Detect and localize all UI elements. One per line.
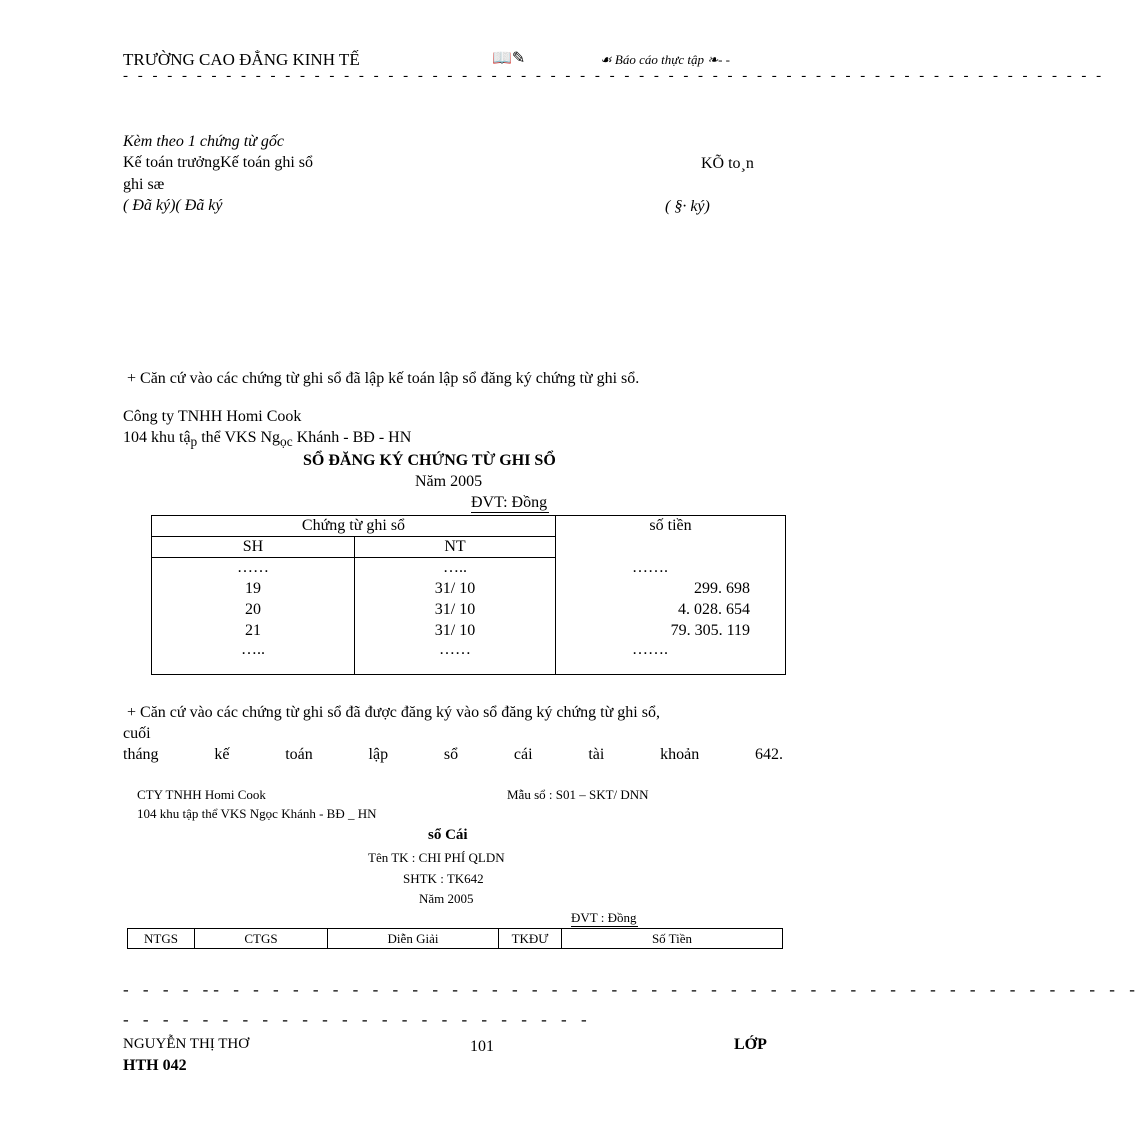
ledger-unit: ĐVT : Đồng [571, 910, 637, 925]
register-cell-amount: 4. 028. 654 [556, 599, 786, 620]
register-cell-nt: 31/ 10 [434, 579, 476, 597]
register-sh-header: SH [152, 537, 355, 558]
intro-register-paragraph: + Căn cứ vào các chứng từ ghi sổ đã lập kế toán lập sổ đăng ký chứng từ ghi sổ. [127, 370, 640, 387]
ledger-table [127, 928, 783, 949]
signers-left: Kế toán trưởngKế toán ghi sổ [123, 154, 313, 171]
signed-right: ( §· ký) [665, 198, 710, 215]
register-table [151, 515, 786, 675]
intro-ledger-continued: cuối [123, 725, 151, 742]
footer-class-code: HTH 042 [123, 1057, 187, 1074]
register-header-row [152, 516, 786, 537]
register-amount-header: số tiền [556, 516, 786, 558]
header-report-label: ☙ Báo cáo thực tập ❧- - [600, 52, 730, 67]
footer-page-number: 101 [470, 1038, 494, 1055]
footer-author-name: NGUYỄN THỊ THƠ [123, 1036, 250, 1052]
table-row [152, 599, 786, 620]
register-cell-amount: ……. [556, 641, 786, 675]
table-row [152, 641, 786, 675]
register-cell-nt: 31/ 10 [434, 621, 476, 639]
register-unit: ĐVT: Đồng [471, 494, 548, 511]
register-cell-amount: 79. 305. 119 [556, 620, 786, 641]
register-cell-sh: 20 [152, 599, 355, 620]
register-cell-nt: …… [355, 641, 556, 675]
table-row [152, 558, 786, 579]
footer-divider-short: - - - - - - - - - - - - - - - - - - - - - - - - [123, 1010, 592, 1029]
ledger-account-name: Tên TK : CHI PHÍ QLDN [368, 850, 505, 865]
company-address: 104 khu tậ$_p$ thể VKS $Ng_{ọc}$ Khánh - BĐ - HN [123, 429, 412, 450]
ledger-address: 104 khu tập thể VKS Ngọc Khánh - BĐ _ HN [137, 806, 377, 821]
register-cell-sh: ….. [152, 641, 355, 675]
register-cell-sh: 21 [152, 620, 355, 641]
footer-class-label: LỚP [734, 1036, 767, 1053]
intro-ledger-paragraph: + Căn cứ vào các chứng từ ghi sổ đã được đăng ký vào sổ đăng ký chứng từ ghi sổ, [127, 704, 660, 721]
register-cell-nt: 31/ 10 [434, 600, 476, 618]
signers-continued: ghi sæ [123, 176, 165, 193]
register-cell-amount: ……. [556, 558, 786, 579]
book-pen-icon: 📖✎ [492, 50, 526, 67]
signed-left: ( Đã ký)( Đã ký [123, 197, 223, 214]
register-group-header: Chứng từ ghi sổ [152, 516, 556, 537]
ledger-col-ntgs: NTGS [128, 929, 195, 948]
ledger-company: CTY TNHH Homi Cook [137, 787, 266, 802]
register-title: SỔ ĐĂNG KÝ CHỨNG TỪ GHI SỔ [303, 452, 556, 469]
ledger-col-ctgs: CTGS [195, 929, 328, 948]
register-nt-header: NT [355, 537, 556, 558]
footer-divider: - - - - -- - - - - - - - - - - - - - - - - - - - - - - - - - - - - - - - - - - - - - - - - - - - - - - [123, 980, 1140, 999]
register-year: Năm 2005 [415, 473, 483, 490]
signers-right: KÕ to¸n [701, 155, 754, 172]
company-name: Công ty TNHH Homi Cook [123, 408, 302, 425]
register-cell-sh: …… [152, 558, 355, 579]
header-divider: - - - - - - - - - - - - - - - - - - - - - - - - - - - - - - - - - - - - - - - - - - - - - - - - - - - - - - - - - - - - - - - - - - - [123, 68, 1105, 84]
ledger-form: Mẫu sổ : S01 – SKT/ DNN [507, 787, 649, 802]
table-row [152, 578, 786, 599]
register-cell-sh: 19 [152, 578, 355, 599]
ledger-col-so-tien: Số Tiền [651, 931, 693, 946]
attachment-note: Kèm theo 1 chứng từ gốc [123, 133, 284, 150]
register-cell-nt: ….. [443, 559, 467, 576]
table-row [152, 620, 786, 641]
ledger-col-tkdu: TKĐƯ [499, 929, 562, 948]
header-school: TRƯỜNG CAO ĐẲNG KINH TẾ [123, 50, 360, 69]
ledger-year: Năm 2005 [419, 891, 474, 906]
intro-ledger-justified-line: tháng kế toán lập sổ cái tài khoản 642. [123, 746, 783, 763]
ledger-title: sổ Cái [428, 827, 468, 843]
ledger-account-number: SHTK : TK642 [403, 871, 484, 886]
register-cell-amount: 299. 698 [556, 578, 786, 599]
ledger-col-dien-giai: Diễn Giải [328, 929, 499, 948]
